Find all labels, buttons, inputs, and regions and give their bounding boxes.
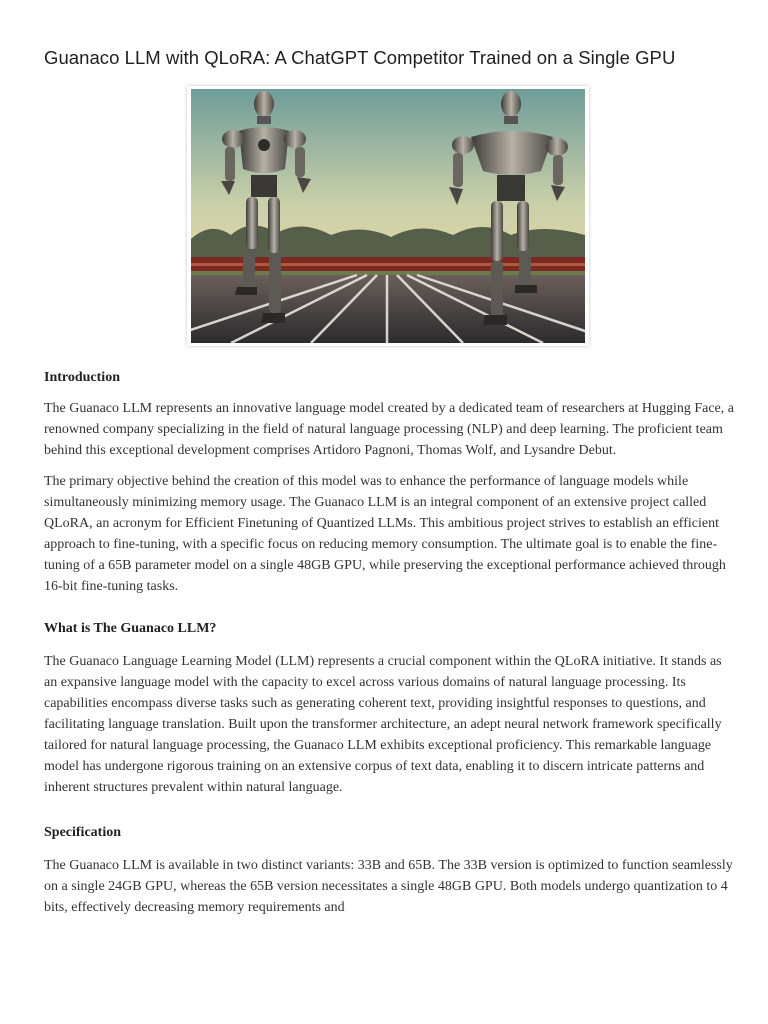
paragraph: The Guanaco Language Learning Model (LLM) represents a crucial component within the QLoRA initiative. It stands as an expansive language model with the capacity to excel across various domains of natural language processing. Its capabilities encompass diverse tasks such as generating coherent text, providing insightful responses to questions, and facilitating language translation. Built upon the transformer architecture, an adept neural network framework specifically tailored for natural language processing, the Guanaco LLM exhibits exceptional proficiency. This remarkable language model has undergone rigorous training on an extensive corpus of text data, enabling it to discern intricate patterns and inherent structures prevalent within natural language. <box>44 654 722 795</box>
article-title: Guanaco LLM with QLoRA: A ChatGPT Competitor Trained on a Single GPU <box>44 47 676 68</box>
two-robots-running-on-track-image <box>191 89 585 343</box>
section-heading-what-is-guanaco: What is The Guanaco LLM? <box>44 621 217 636</box>
article-body <box>44 368 734 918</box>
section-heading-specification: Specification <box>44 825 121 840</box>
section-heading-introduction: Introduction <box>44 370 120 385</box>
paragraph: The Guanaco LLM is available in two distinct variants: 33B and 65B. The 33B version is optimized to function seamlessly on a single 24GB GPU, whereas the 65B version necessitates a single 48GB GPU. Both models undergo quantization to 4 bits, effectively decreasing memory requirements and <box>44 858 733 915</box>
paragraph: The Guanaco LLM represents an innovative language model created by a dedicated team of researchers at Hugging Face, a renowned company specializing in the field of natural language processing (NLP) and deep learning. The proficient team behind this exceptional development comprises Artidoro Pagnoni, Thomas Wolf, and Lysandre Debut. <box>44 401 734 458</box>
hero-image-frame <box>187 86 589 346</box>
paragraph: The primary objective behind the creation of this model was to enhance the performance of language models while simultaneously minimizing memory usage. The Guanaco LLM is an integral component of an extensive project called QLoRA, an acronym for Efficient Finetuning of Quantized LLMs. This ambitious project strives to establish an efficient approach to fine-tuning, with a specific focus on reducing memory consumption. The ultimate goal is to enable the fine-tuning of a 65B parameter model on a single 48GB GPU, while preserving the exceptional performance achieved through 16-bit fine-tuning tasks. <box>44 474 726 594</box>
